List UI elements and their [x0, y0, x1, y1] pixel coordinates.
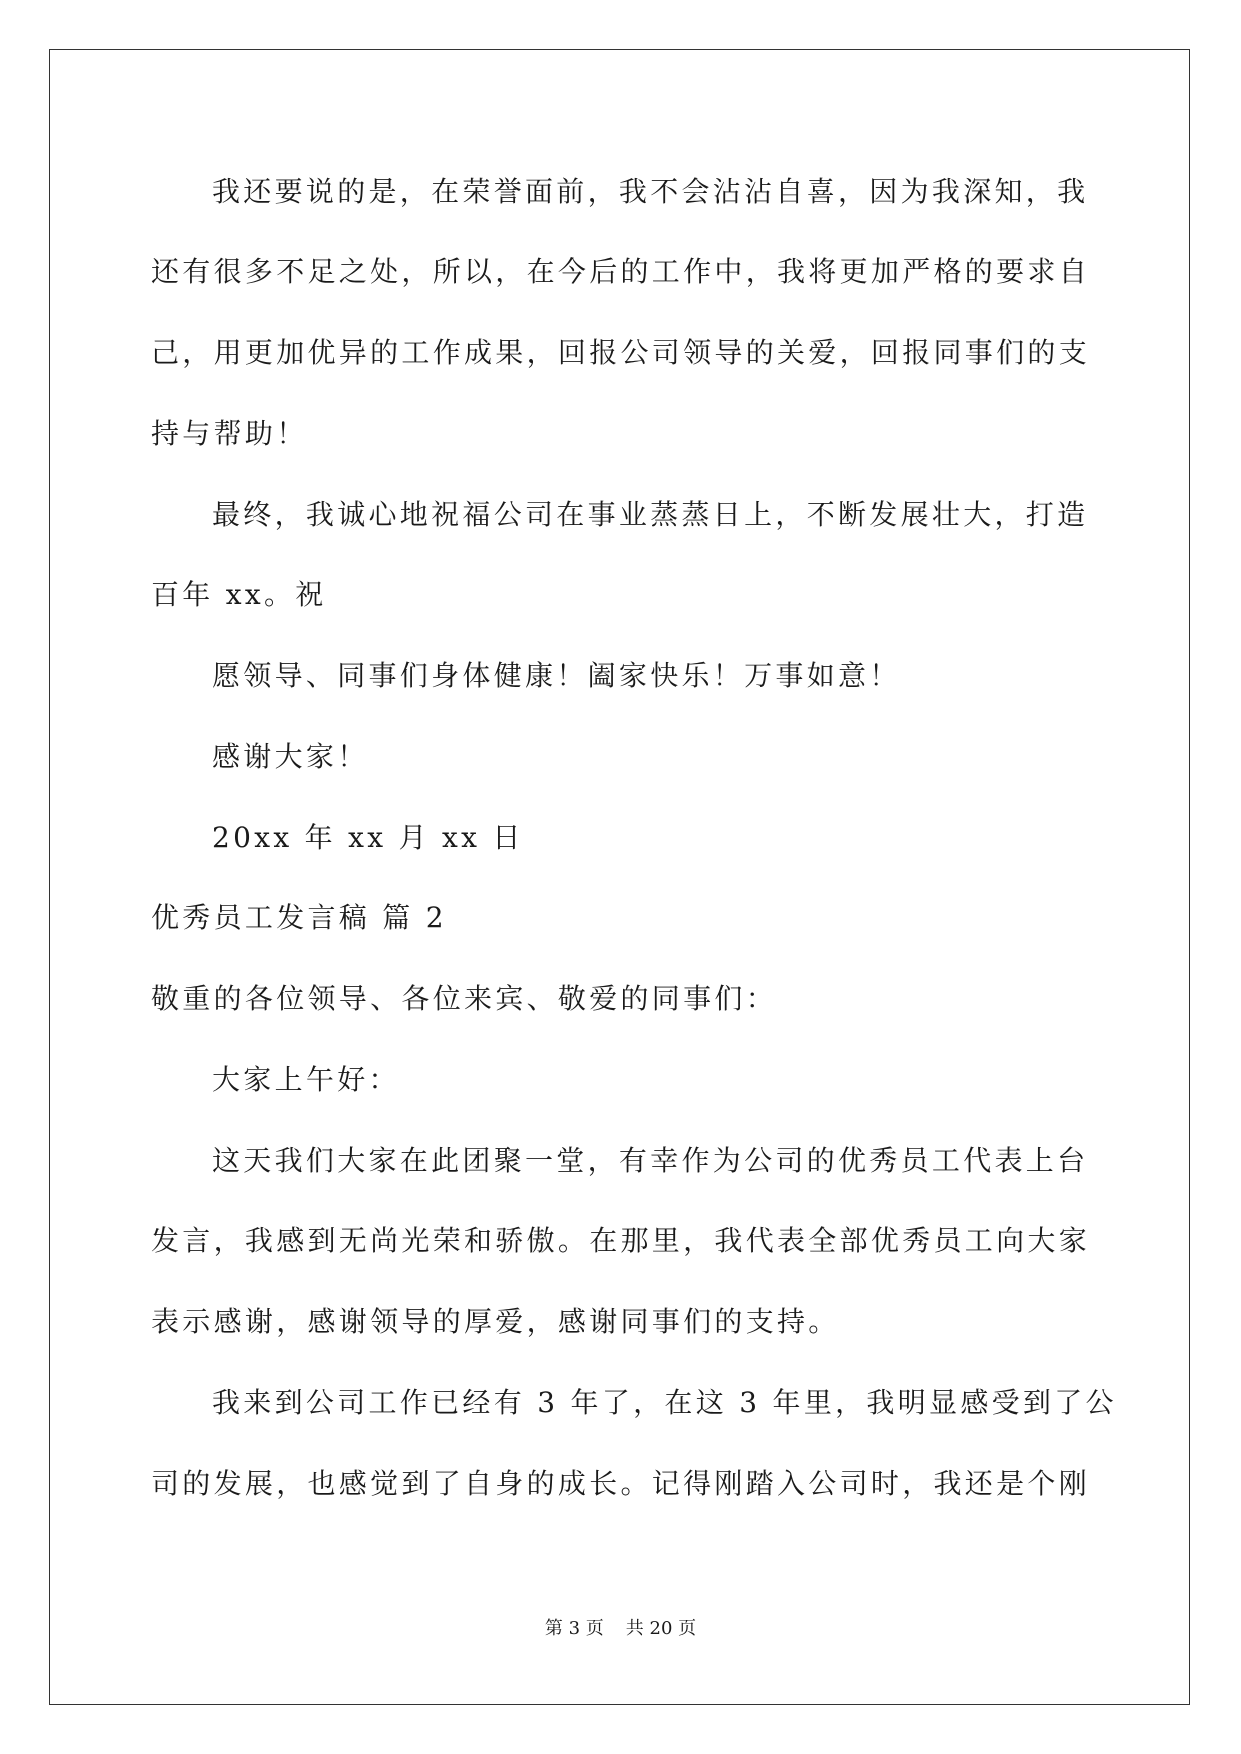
body-line: 发言，我感到无尚光荣和骄傲。在那里，我代表全部优秀员工向大家 — [151, 1224, 1091, 1257]
body-line: 己，用更加优异的工作成果，回报公司领导的关爱，回报同事们的支 — [151, 336, 1091, 369]
body-line: 我来到公司工作已经有 3 年了，在这 3 年里，我明显感受到了公 — [212, 1386, 1117, 1419]
date-line: 20xx 年 xx 月 xx 日 — [212, 821, 524, 854]
body-line: 感谢大家！ — [212, 740, 369, 773]
page-number: 第 3 页 — [544, 1618, 604, 1639]
body-line: 还有很多不足之处，所以，在今后的工作中，我将更加严格的要求自 — [151, 255, 1091, 288]
body-line: 这天我们大家在此团聚一堂，有幸作为公司的优秀员工代表上台 — [212, 1144, 1089, 1177]
greeting: 大家上午好： — [212, 1063, 400, 1096]
section-heading: 优秀员工发言稿 篇 2 — [151, 901, 447, 934]
body-line: 愿领导、同事们身体健康！阖家快乐！万事如意！ — [212, 659, 901, 692]
page-total: 共 20 页 — [625, 1618, 697, 1639]
page-border — [49, 49, 1190, 1705]
body-line: 最终，我诚心地祝福公司在事业蒸蒸日上，不断发展壮大，打造 — [212, 498, 1089, 531]
page-footer — [0, 1617, 1241, 1641]
body-line: 表示感谢，感谢领导的厚爱，感谢同事们的支持。 — [151, 1305, 840, 1338]
body-line: 我还要说的是，在荣誉面前，我不会沾沾自喜，因为我深知，我 — [212, 175, 1089, 208]
body-line: 百年 xx。祝 — [151, 578, 327, 611]
body-line: 司的发展，也感觉到了自身的成长。记得刚踏入公司时，我还是个刚 — [151, 1467, 1091, 1500]
body-line: 持与帮助！ — [151, 417, 308, 450]
salutation: 敬重的各位领导、各位来宾、敬爱的同事们： — [151, 982, 778, 1015]
